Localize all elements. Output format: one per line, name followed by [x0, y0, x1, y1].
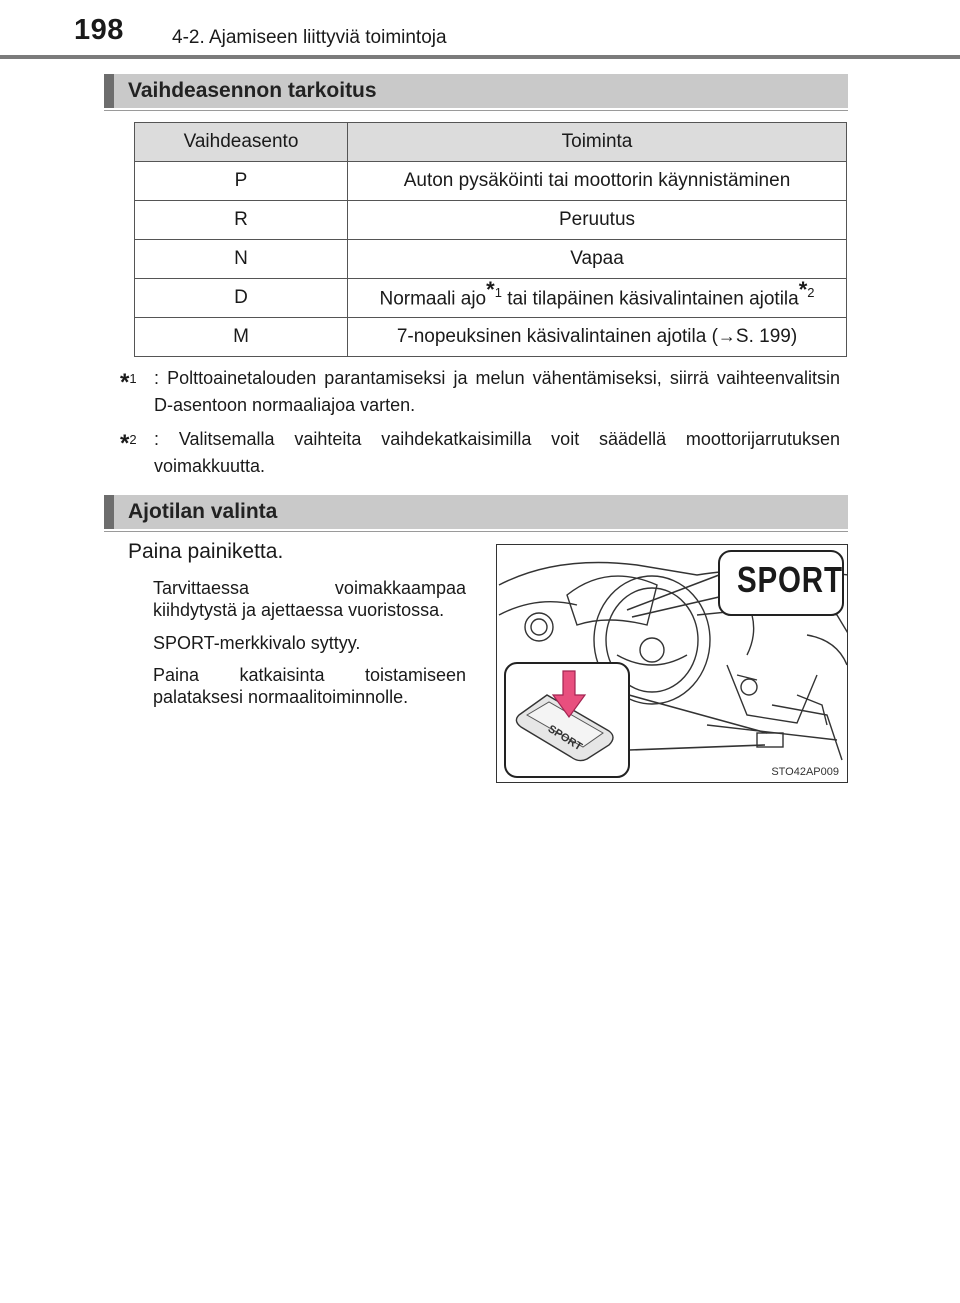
section-title: Vaihdeasennon tarkoitus — [128, 79, 377, 102]
sport-button-illustration — [496, 544, 848, 783]
footnote-ref: 1 — [494, 285, 502, 301]
footnote-2 — [120, 426, 840, 480]
footnote-ref: 2 — [807, 285, 815, 301]
asterisk-mark: * — [798, 277, 808, 303]
section-title: Ajotilan valinta — [128, 500, 278, 523]
gear-cell: N — [135, 240, 348, 279]
table-row — [135, 162, 847, 201]
gear-cell: P — [135, 162, 348, 201]
illustration-code: STO42AP009 — [771, 766, 839, 778]
chapter-title: 4-2. Ajamiseen liittyviä toimintoja — [172, 27, 447, 48]
function-cell: Auton pysäköinti tai moottorin käynnistäminen — [348, 162, 847, 201]
column-header-gear: Vaihdeasento — [135, 123, 348, 162]
function-cell: Peruutus — [348, 201, 847, 240]
section-header-drive-mode — [104, 495, 848, 531]
function-text: Normaali ajo — [379, 288, 487, 310]
column-header-function: Toiminta — [348, 123, 847, 162]
page-number: 198 — [74, 14, 124, 46]
function-cell: Vapaa — [348, 240, 847, 279]
function-text: S. 199) — [735, 326, 798, 347]
gear-cell: M — [135, 318, 348, 357]
detail-text: Tarvittaessa voimakkaampaa kiihdytystä ja ajettaessa vuoristossa. — [153, 578, 466, 620]
gear-cell: R — [135, 201, 348, 240]
function-cell — [348, 279, 847, 318]
footnote-text: : Polttoainetalouden parantamiseksi ja melun vähentämiseksi, siirrä vaihteenvalitsin D-asentoon normaaliajoa varten. — [154, 368, 840, 415]
gear-position-table — [134, 122, 847, 357]
table-row — [135, 201, 847, 240]
table-row — [135, 279, 847, 318]
section-header-gear-positions — [104, 74, 848, 110]
table-header-row — [135, 123, 847, 162]
function-text: tai tilapäinen käsivalintainen ajotila — [501, 288, 799, 310]
footnote-1 — [120, 365, 840, 419]
sport-indicator-label: SPORT — [737, 559, 843, 600]
asterisk-mark: * — [486, 277, 495, 303]
instruction-text: Paina painiketta. — [128, 540, 284, 563]
header-rule — [0, 55, 960, 59]
detail-text: Paina katkaisinta toistamiseen palataksesi normaalitoiminnolle. — [153, 665, 466, 707]
footnote-mark: *$^2$ — [120, 430, 137, 457]
gear-cell: D — [135, 279, 348, 318]
detail-text: SPORT-merkkivalo syttyy. — [153, 633, 361, 653]
footnote-text: : Valitsemalla vaihteita vaihdekatkaisimilla voit säädellä moottorijarrutuksen voimakkuutta. — [154, 429, 840, 476]
footnote-mark: *$^1$ — [120, 369, 137, 396]
table-row — [135, 240, 847, 279]
function-cell — [348, 318, 847, 357]
table-row — [135, 318, 847, 357]
sport-button-label: SPORT — [545, 723, 585, 754]
function-text: 7-nopeuksinen käsivalintainen ajotila ( — [396, 326, 718, 347]
page-reference-arrow-icon: → — [717, 326, 736, 346]
